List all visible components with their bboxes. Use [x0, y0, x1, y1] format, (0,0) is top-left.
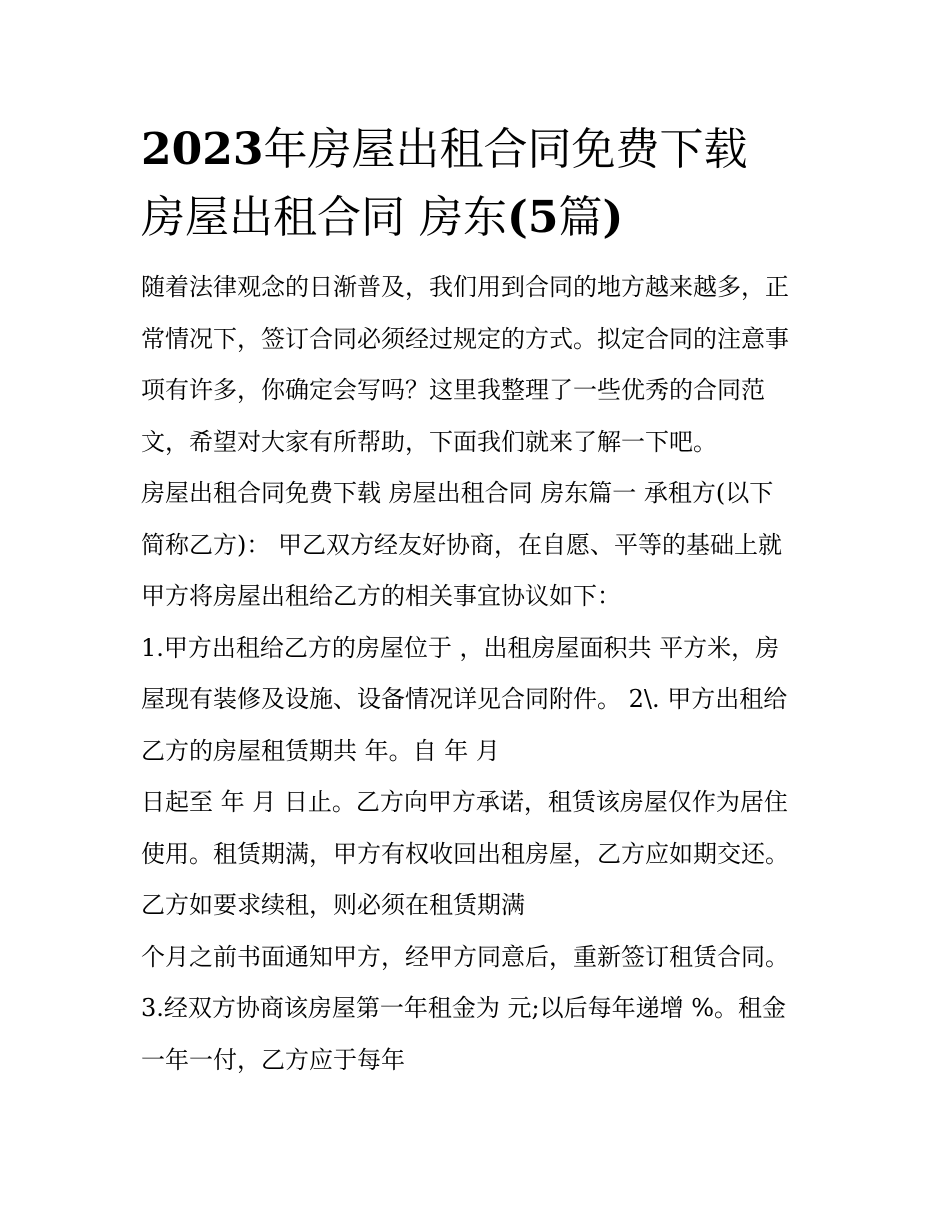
document-content	[141, 116, 816, 1086]
body-line: 甲方将房屋出租给乙方的相关事宜协议如下：	[141, 582, 621, 610]
body-line: 项有许多，你确定会写吗？这里我整理了一些优秀的合同范	[141, 376, 765, 404]
body-line: 屋现有装修及设施、设备情况详见合同附件。 2\. 甲方出租给	[141, 685, 788, 713]
body-line: 一年一付，乙方应于每年	[141, 1045, 405, 1074]
title-line-1-text: 年房屋出租合同免费下载	[263, 124, 748, 175]
document-body	[141, 262, 816, 1086]
title-line-2-text: 房屋出租合同 房东	[141, 192, 507, 243]
body-line: 简称乙方)： 甲乙双方经友好协商，在自愿、平等的基础上就	[141, 530, 782, 559]
body-line: 个月之前书面通知甲方，经甲方同意后，重新签订租赁合同。	[141, 942, 789, 971]
body-line: 随着法律观念的日渐普及，我们用到合同的地方越来越多，正	[141, 273, 789, 301]
body-line: 使用。租赁期满，甲方有权收回出租房屋，乙方应如期交还。	[141, 839, 789, 868]
body-line: 乙方的房屋租赁期共 年。自 年 月	[141, 736, 500, 765]
title-count-unit: 篇	[558, 192, 603, 243]
body-line: 1.甲方出租给乙方的房屋位于 ，出租房屋面积共 平方米，房	[141, 633, 780, 662]
title-line-2	[141, 184, 816, 252]
document-title	[141, 116, 816, 252]
title-line-1	[141, 116, 816, 184]
body-line: 文，希望对大家有所帮助，下面我们就来了解一下吧。	[141, 427, 717, 456]
body-line: 日起至 年 月 日止。乙方向甲方承诺，租赁该房屋仅作为居住	[141, 788, 788, 816]
body-line: 房屋出租合同免费下载 房屋出租合同 房东篇一 承租方(以下	[141, 479, 774, 507]
body-line: 乙方如要求续租，则必须在租赁期满	[141, 891, 525, 919]
body-line: 3.经双方协商该房屋第一年租金为 元;以后每年递增 %。租金	[141, 994, 787, 1022]
title-count-close: )	[602, 192, 624, 243]
title-year: 2023	[141, 124, 264, 175]
title-count-open: (5	[507, 192, 559, 243]
body-line: 常情况下，签订合同必须经过规定的方式。拟定合同的注意事	[141, 324, 789, 353]
